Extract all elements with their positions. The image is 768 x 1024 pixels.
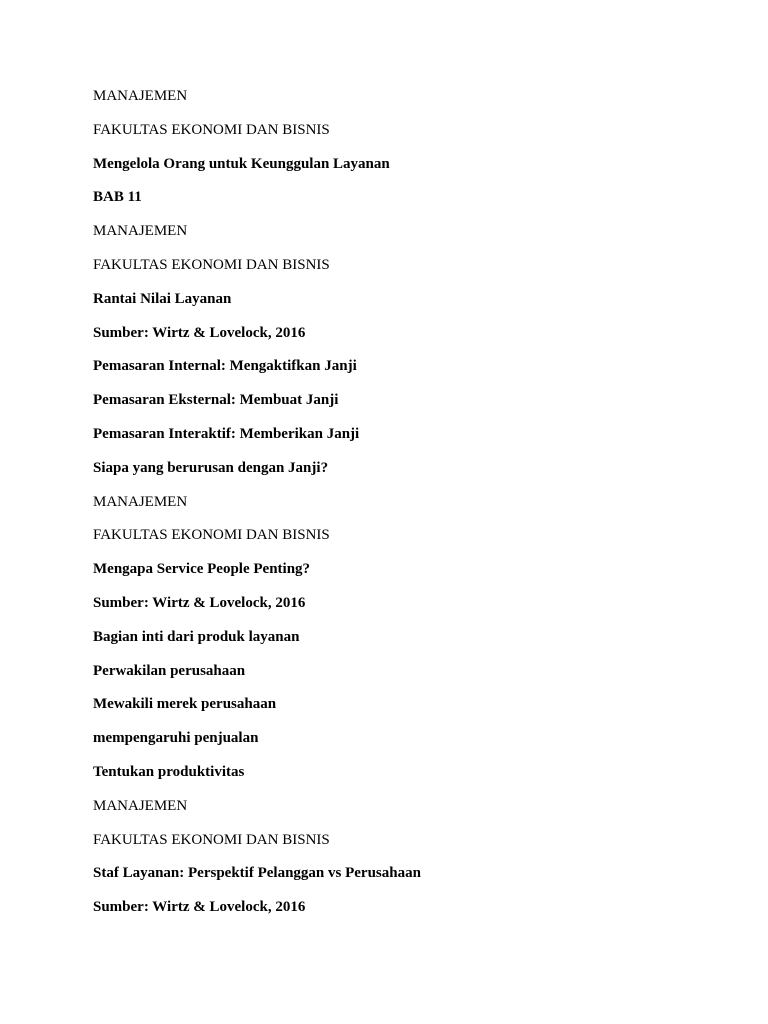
source-citation-3: Sumber: Wirtz & Lovelock, 2016 (93, 899, 306, 916)
service-people-point-2: Perwakilan perusahaan (93, 662, 246, 679)
header-faculty-4: FAKULTAS EKONOMI DAN BISNIS (93, 831, 330, 848)
header-manajemen-2: MANAJEMEN (93, 223, 188, 240)
header-faculty-1: FAKULTAS EKONOMI DAN BISNIS (93, 121, 330, 138)
header-manajemen-4: MANAJEMEN (93, 797, 188, 814)
chapter-title: Mengelola Orang untuk Keunggulan Layanan (93, 155, 390, 172)
source-citation-1: Sumber: Wirtz & Lovelock, 2016 (93, 324, 306, 341)
document-content (93, 86, 713, 931)
header-faculty-2: FAKULTAS EKONOMI DAN BISNIS (93, 256, 330, 273)
external-marketing-text: Pemasaran Eksternal: Membuat Janji (93, 392, 339, 409)
internal-marketing-text: Pemasaran Internal: Mengaktifkan Janji (93, 358, 357, 375)
service-people-point-3: Mewakili merek perusahaan (93, 696, 277, 713)
promise-question-text: Siapa yang berurusan dengan Janji? (93, 459, 329, 476)
header-faculty-3: FAKULTAS EKONOMI DAN BISNIS (93, 527, 330, 544)
chapter-number: BAB 11 (93, 189, 142, 206)
section-title-service-value-chain: Rantai Nilai Layanan (93, 290, 232, 307)
source-citation-2: Sumber: Wirtz & Lovelock, 2016 (93, 594, 306, 611)
header-manajemen-1: MANAJEMEN (93, 88, 188, 104)
service-people-point-4: mempengaruhi penjualan (93, 730, 259, 747)
interactive-marketing-text: Pemasaran Interaktif: Memberikan Janji (93, 425, 360, 442)
header-manajemen-3: MANAJEMEN (93, 493, 188, 510)
service-people-point-5: Tentukan produktivitas (93, 763, 245, 780)
section-title-service-staff: Staf Layanan: Perspektif Pelanggan vs Perusahaan (93, 865, 421, 882)
section-title-service-people: Mengapa Service People Penting? (93, 561, 311, 578)
service-people-point-1: Bagian inti dari produk layanan (93, 628, 300, 645)
